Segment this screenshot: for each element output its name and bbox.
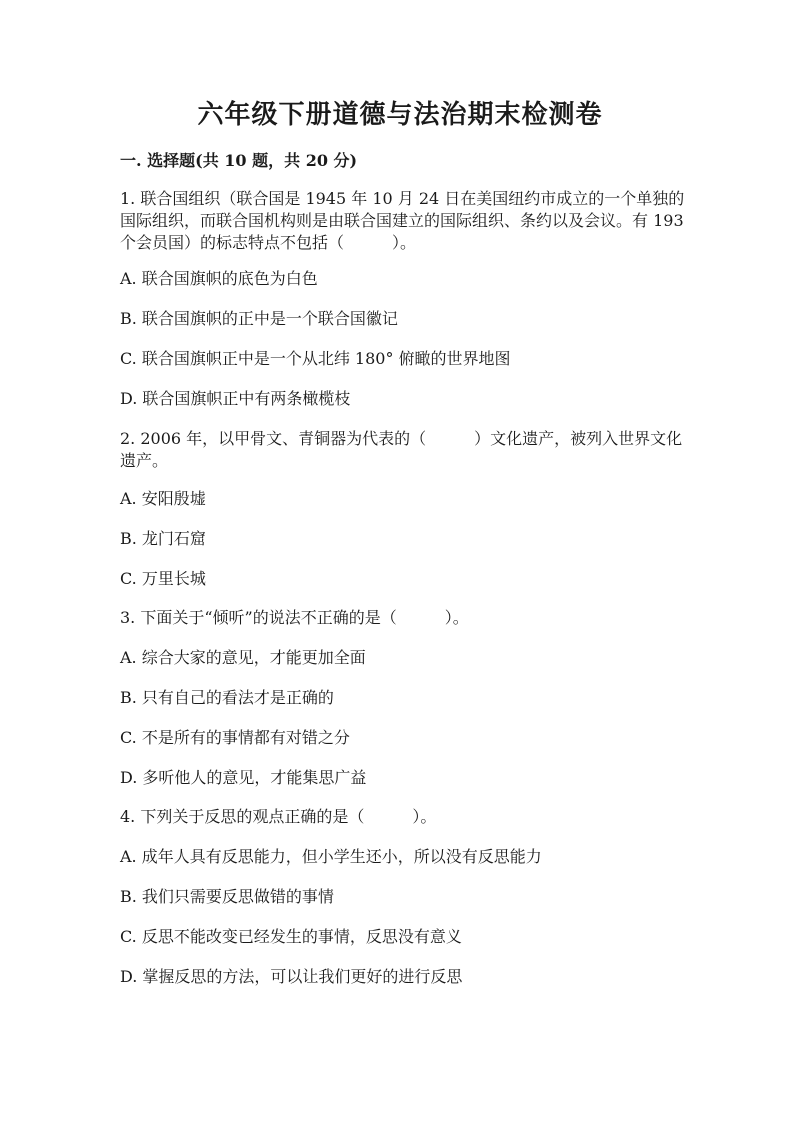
question-1-option-c: C. 联合国旗帜正中是一个从北纬 180° 俯瞰的世界地图 xyxy=(120,349,511,368)
question-2-option-a: A. 安阳殷墟 xyxy=(120,489,206,508)
question-3-option-d: D. 多听他人的意见，才能集思广益 xyxy=(120,768,367,787)
question-1-option-d: D. 联合国旗帜正中有两条橄榄枝 xyxy=(120,389,351,408)
section-heading: 一. 选择题(共 10 题，共 20 分) xyxy=(120,151,358,170)
exam-title: 六年级下册道德与法治期末检测卷 xyxy=(197,100,603,130)
question-3-option-b: B. 只有自己的看法才是正确的 xyxy=(120,688,334,707)
question-4-option-b: B. 我们只需要反思做错的事情 xyxy=(120,887,334,906)
question-2-stem: 2. 2006 年，以甲骨文、青铜器为代表的（ ）文化遗产，被列入世界文化遗产。 xyxy=(120,429,683,470)
question-1-option-b: B. 联合国旗帜的正中是一个联合国徽记 xyxy=(120,309,398,328)
question-4-stem: 4. 下列关于反思的观点正确的是（ ）。 xyxy=(120,807,437,826)
question-4-option-c: C. 反思不能改变已经发生的事情，反思没有意义 xyxy=(120,927,462,946)
question-4-option-a: A. 成年人具有反思能力，但小学生还小，所以没有反思能力 xyxy=(120,847,542,866)
question-3-stem: 3. 下面关于“倾听”的说法不正确的是（ ）。 xyxy=(120,608,469,627)
question-1-option-a: A. 联合国旗帜的底色为白色 xyxy=(120,269,318,288)
question-4-option-d: D. 掌握反思的方法，可以让我们更好的进行反思 xyxy=(120,967,463,986)
question-2-option-c: C. 万里长城 xyxy=(120,569,206,588)
question-2-option-b: B. 龙门石窟 xyxy=(120,529,206,548)
question-3-option-a: A. 综合大家的意见，才能更加全面 xyxy=(120,648,366,667)
question-1-stem: 1. 联合国组织（联合国是 1945 年 10 月 24 日在美国纽约市成立的一个单独的国际组织，而联合国机构则是由联合国建立的国际组织、条约以及会议。有 193 个会员国）的标志特点不包括（ ）。 xyxy=(120,189,685,252)
question-3-option-c: C. 不是所有的事情都有对错之分 xyxy=(120,728,350,747)
